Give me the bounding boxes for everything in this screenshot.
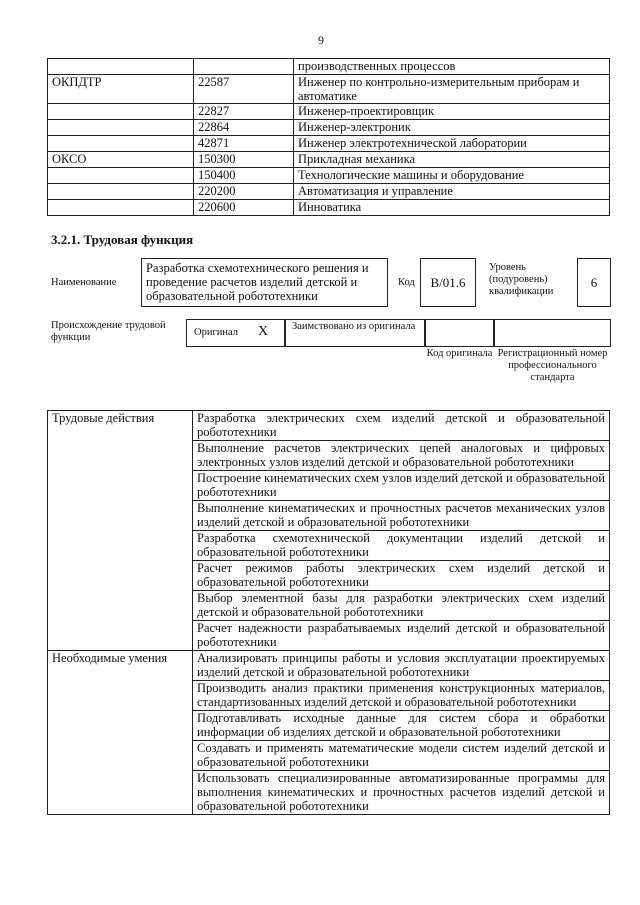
codes-table-row	[48, 59, 610, 75]
code-name-cell: Инноватика	[294, 200, 610, 216]
details-item: Построение кинематических схем узлов изделий детской и образовательной робототехники	[193, 471, 610, 501]
details-row	[48, 651, 610, 681]
section-heading: 3.2.1. Трудовая функция	[51, 232, 194, 247]
details-category: Трудовые действия	[48, 411, 193, 651]
code-cell: 22587	[194, 75, 294, 104]
classifier-cell: ОКСО	[48, 152, 194, 168]
details-item: Анализировать принципы работы и условия эксплуатации проектируемых изделий детской и образовательной робототехники	[193, 651, 610, 681]
code-cell: 22827	[194, 104, 294, 120]
details-item: Расчет надежности разрабатываемых изделий детской и образовательной робототехники	[193, 621, 610, 651]
codes-table-row	[48, 104, 610, 120]
details-row	[48, 411, 610, 441]
function-name-value: Разработка схемотехнического решения и проведение расчетов изделий детской и образовательной робототехники	[141, 258, 388, 307]
details-item: Выполнение расчетов электрических цепей аналоговых и цифровых электронных узлов изделий детской и образовательной робототехники	[193, 441, 610, 471]
code-name-cell: Инженер-проектировщик	[294, 104, 610, 120]
code-name-cell: Автоматизация и управление	[294, 184, 610, 200]
original-code-cell	[425, 319, 494, 347]
code-name-cell: Инженер по контрольно-измерительным приборам и автоматике	[294, 75, 610, 104]
details-item: Разработка схемотехнической документации изделий детской и образовательной робототехники	[193, 531, 610, 561]
details-item: Расчет режимов работы электрических схем изделий детской и образовательной робототехники	[193, 561, 610, 591]
codes-table-row	[48, 75, 610, 104]
classifier-cell	[48, 136, 194, 152]
codes-table-row	[48, 136, 610, 152]
code-cell: 220600	[194, 200, 294, 216]
details-item: Выбор элементной базы для разработки электрических схем изделий детской и образовательной робототехники	[193, 591, 610, 621]
classifier-codes-table	[47, 58, 610, 216]
code-cell: 150400	[194, 168, 294, 184]
original-code-caption: Код оригинала	[426, 348, 493, 359]
registration-number-cell	[494, 319, 611, 347]
classifier-cell	[48, 59, 194, 75]
origin-label: Происхождение трудовой функции	[51, 320, 166, 343]
details-item: Производить анализ практики применения конструкционных материалов, стандартизованных изделий детской и образовательной робототехники	[193, 681, 610, 711]
code-name-cell: Инженер-электроник	[294, 120, 610, 136]
qualification-level-value: 6	[577, 258, 611, 307]
codes-table-row	[48, 120, 610, 136]
qualification-level-label: Уровень (подуровень) квалификации	[489, 262, 554, 297]
function-code-value: В/01.6	[420, 258, 476, 307]
codes-table-row	[48, 200, 610, 216]
codes-table-row	[48, 168, 610, 184]
original-mark: X	[258, 324, 269, 339]
details-item: Выполнение кинематических и прочностных расчетов механических узлов изделий детской и образовательной робототехники	[193, 501, 610, 531]
borrowed-label: Заимствовано из оригинала	[292, 321, 416, 332]
classifier-cell	[48, 120, 194, 136]
original-label: Оригинал	[194, 327, 238, 338]
classifier-cell: ОКПДТР	[48, 75, 194, 104]
code-name-cell: Прикладная механика	[294, 152, 610, 168]
code-name-cell: производственных процессов	[294, 59, 610, 75]
classifier-cell	[48, 104, 194, 120]
classifier-cell	[48, 168, 194, 184]
function-name-label: Наименование	[51, 277, 117, 288]
details-item: Разработка электрических схем изделий детской и образовательной робототехники	[193, 411, 610, 441]
function-details-table	[47, 410, 610, 815]
function-code-label: Код	[398, 277, 415, 288]
details-item: Подготавливать исходные данные для систем сбора и обработки информации об изделиях детской и образовательной робототехники	[193, 711, 610, 741]
code-name-cell: Инженер электротехнической лаборатории	[294, 136, 610, 152]
codes-table-row	[48, 184, 610, 200]
codes-table-row	[48, 152, 610, 168]
code-cell: 150300	[194, 152, 294, 168]
details-category: Необходимые умения	[48, 651, 193, 815]
code-name-cell: Технологические машины и оборудование	[294, 168, 610, 184]
classifier-cell	[48, 200, 194, 216]
code-cell	[194, 59, 294, 75]
details-item: Использовать специализированные автоматизированные программы для выполнения кинематических и прочностных расчетов изделий детской и образовательной робототехники	[193, 771, 610, 815]
code-cell: 42871	[194, 136, 294, 152]
details-item: Создавать и применять математические модели систем изделий детской и образовательной робототехники	[193, 741, 610, 771]
classifier-cell	[48, 184, 194, 200]
code-cell: 22864	[194, 120, 294, 136]
page-number: 9	[318, 33, 324, 47]
registration-number-caption: Регистрационный номер профессионального стандарта	[497, 348, 608, 383]
code-cell: 220200	[194, 184, 294, 200]
